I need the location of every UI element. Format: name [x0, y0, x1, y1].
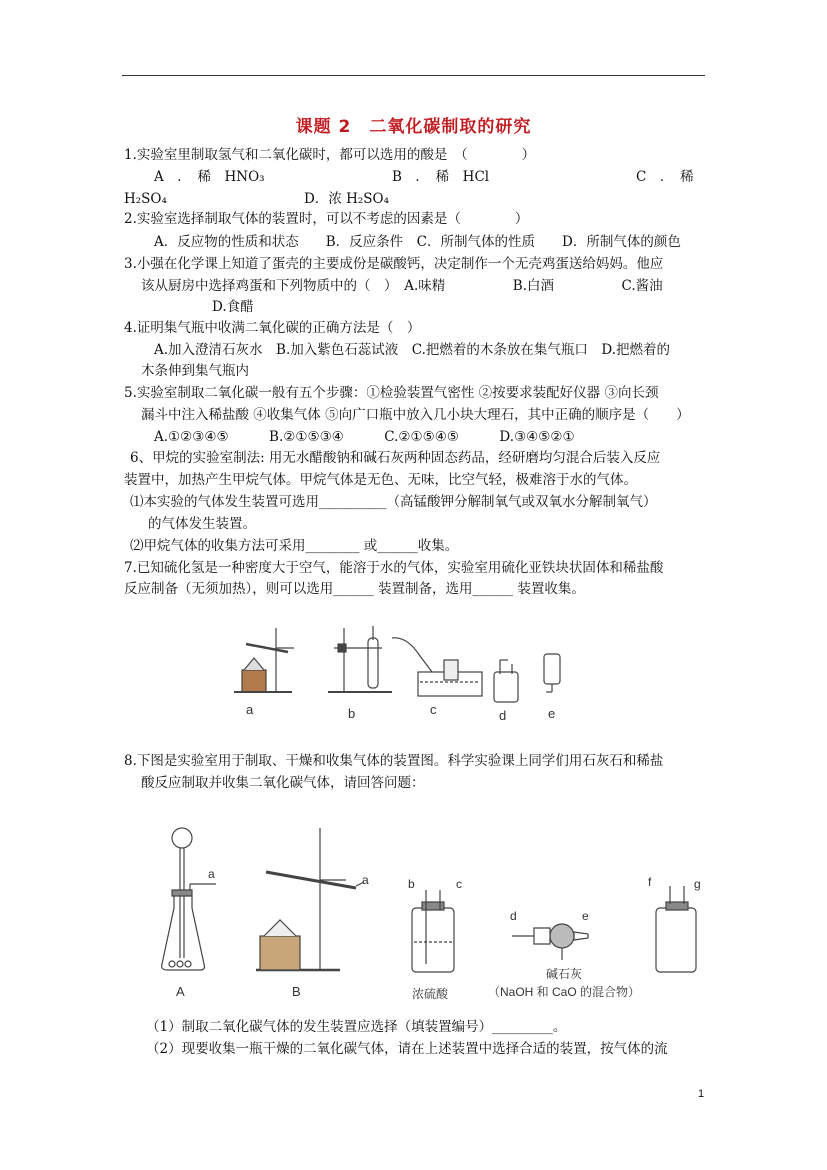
header-rule	[122, 75, 705, 76]
fig8-label-e: e	[582, 909, 589, 923]
question-6: 6、甲烷的实验室制法: 用无水醋酸钠和碱石灰两种固态药品，经研磨均匀混合后装入反应	[130, 450, 661, 466]
question-7: 7.已知硫化氢是一种密度大于空气，能溶于水的气体，实验室用硫化亚铁块状固体和稀盐酸	[124, 560, 664, 576]
fig8-label-acid: 浓硫酸	[412, 987, 449, 1001]
question-2: 2.实验室选择制取气体的装置时，可以不考虑的因素是（ ）	[124, 211, 529, 227]
q6-part-2: ⑵甲烷气体的收集方法可采用________ 或______收集。	[130, 538, 459, 554]
question-8-cont: 酸反应制取并收集二氧化碳气体，请回答问题：	[141, 775, 425, 791]
question-4: 4.证明集气瓶中收满二氧化碳的正确方法是（ ）	[124, 320, 421, 336]
q1-option-c-cont: H₂SO₄	[124, 191, 167, 207]
fig8-label-c: c	[456, 877, 462, 891]
q4-options: A.加入澄清石灰水 B.加入紫色石蕊试液 C.把燃着的木条放在集气瓶口 D.把燃着的	[154, 342, 671, 358]
q1-option-d: D．浓 H₂SO₄	[304, 191, 390, 207]
question-5-cont: 漏斗中注入稀盐酸 ④收集气体 ⑤向广口瓶中放入几小块大理石，其中正确的顺序是（ ）	[141, 407, 690, 423]
question-6-cont: 装置中，加热产生甲烷气体。甲烷气体是无色、无味，比空气轻，极难溶于水的气体。	[124, 472, 637, 488]
q8-part-1: （1）制取二氧化碳气体的发生装置应选择（填装置编号）_________。	[146, 1019, 567, 1035]
fig8-label-b: b	[408, 877, 415, 891]
fig8-label-lime: 碱石灰	[546, 967, 583, 981]
fig8-label-a1: a	[208, 867, 215, 881]
q1-option-a: A ． 稀 HNO₃	[154, 169, 265, 185]
fig8-label-a2: a	[362, 873, 369, 887]
fig8-label-f: f	[648, 875, 652, 889]
question-5: 5.实验室制取二氧化碳一般有五个步骤：①检验装置气密性 ②按要求装配好仪器 ③向长颈	[124, 385, 659, 401]
page-title: 课题 2 二氧化碳制取的研究	[295, 117, 532, 137]
question-3: 3.小强在化学课上知道了蛋壳的主要成份是碳酸钙，决定制作一个无壳鸡蛋送给妈妈。他应	[124, 256, 664, 272]
q3-option-d: D.食醋	[212, 299, 254, 315]
fig7-label-b: b	[348, 706, 356, 721]
fig8-label-g: g	[694, 877, 701, 891]
fig7-label-c: c	[430, 702, 437, 717]
q1-option-b: B ． 稀 HCl	[392, 169, 490, 185]
q6-part-1: ⑴本实验的气体发生装置可选用__________（高锰酸钾分解制氧气或双氧水分解制氧气）	[130, 494, 657, 510]
q4-options-cont: 木条伸到集气瓶内	[141, 363, 249, 379]
fig8-label-A: A	[176, 984, 185, 999]
fig8-label-d: d	[510, 909, 517, 923]
q5-options: A.①②③④⑤ B.②①⑤③④ C.②①⑤④⑤ D.③④⑤②①	[154, 429, 575, 445]
fig8-label-lime-note: （NaOH 和 CaO 的混合物）	[488, 985, 641, 999]
q7-apparatus-figure	[232, 620, 592, 724]
fig7-label-e: e	[548, 706, 556, 721]
q1-option-c: C ． 稀	[636, 169, 694, 185]
question-8: 8.下图是实验室用于制取、干燥和收集气体的装置图。科学实验课上同学们用石灰石和稀盐	[124, 753, 664, 769]
question-1: 1.实验室里制取氢气和二氧化碳时，都可以选用的酸是 （ ）	[124, 147, 536, 163]
page-number: 1	[698, 1088, 705, 1100]
q3-options: 该从厨房中选择鸡蛋和下列物质中的（ ） A.味精 B.白酒 C.酱油	[141, 278, 663, 294]
fig8-label-B: B	[292, 984, 301, 999]
q2-options: A．反应物的性质和状态 B．反应条件 C．所制气体的性质 D．所制气体的颜色	[154, 234, 681, 250]
question-7-cont: 反应制备（无须加热），则可以选用______ 装置制备，选用______ 装置收集。	[124, 581, 585, 597]
fig7-label-d: d	[499, 708, 507, 723]
fig7-label-a: a	[246, 702, 254, 717]
q8-part-2: （2）现要收集一瓶干燥的二氧化碳气体，请在上述装置中选择合适的装置，按气体的流	[146, 1041, 668, 1057]
q8-apparatus-figure	[150, 824, 710, 1004]
q6-part-1-cont: 的气体发生装置。	[148, 516, 256, 532]
